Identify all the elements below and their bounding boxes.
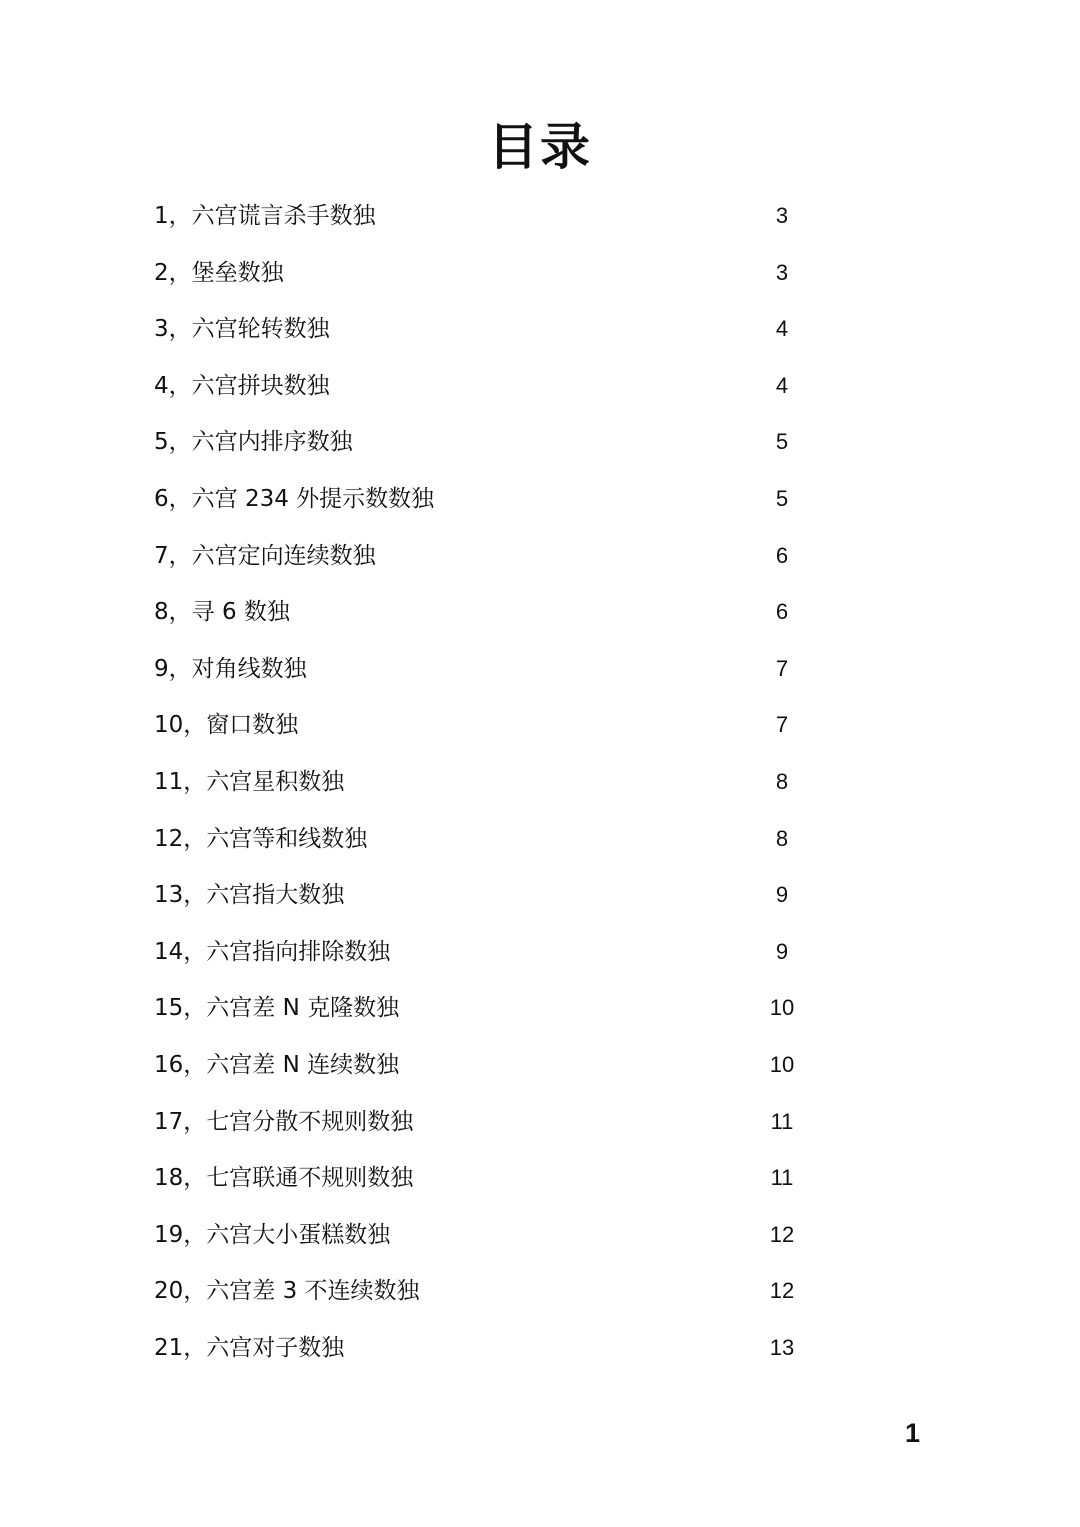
toc-entry-label: 5，六宫内排序数独 — [154, 429, 353, 456]
toc-entry-page: 9 — [775, 938, 789, 964]
toc-entry-label: 4，六宫拼块数独 — [154, 372, 330, 399]
toc-row[interactable] — [154, 303, 814, 360]
toc-row[interactable] — [154, 530, 814, 587]
toc-row[interactable] — [154, 1096, 814, 1153]
toc-entry-page: 13 — [769, 1334, 795, 1360]
toc-entry-label: 12，六宫等和线数独 — [154, 825, 368, 852]
toc-entry-page: 12 — [769, 1221, 795, 1247]
toc-entry-page: 4 — [775, 372, 789, 398]
toc-entry-label: 20，六宫差 3 不连续数独 — [154, 1278, 420, 1305]
toc-entry-page: 8 — [775, 825, 789, 851]
page-title: 目录 — [488, 118, 592, 176]
toc-entry-page: 4 — [775, 316, 789, 342]
toc-entry-page: 6 — [775, 542, 789, 568]
toc-entry-page: 7 — [775, 712, 789, 738]
toc-entry-label: 6，六宫 234 外提示数数独 — [154, 485, 435, 512]
toc-entry-label: 16，六宫差 N 连续数独 — [154, 1051, 400, 1078]
toc-row[interactable] — [154, 926, 814, 983]
toc-entry-page: 11 — [770, 1108, 794, 1134]
toc-entry-label: 18，七宫联通不规则数独 — [154, 1165, 414, 1192]
toc-entry-page: 7 — [775, 655, 789, 681]
toc-row[interactable] — [154, 982, 814, 1039]
toc-entry-page: 9 — [775, 882, 789, 908]
toc-row[interactable] — [154, 1209, 814, 1266]
toc-row[interactable] — [154, 1039, 814, 1096]
page-number: 1 — [905, 1418, 921, 1448]
toc-entry-label: 14，六宫指向排除数独 — [154, 938, 391, 965]
toc-entry-page: 5 — [775, 485, 789, 511]
toc-row[interactable] — [154, 1265, 814, 1322]
toc-entry-label: 1，六宫谎言杀手数独 — [154, 203, 376, 229]
toc-entry-page: 12 — [769, 1278, 795, 1304]
toc-row[interactable] — [154, 643, 814, 700]
toc-entry-label: 3，六宫轮转数独 — [154, 316, 330, 343]
toc-entry-page: 3 — [775, 259, 789, 285]
toc-entry-label: 21，六宫对子数独 — [154, 1334, 345, 1361]
toc-entry-page: 8 — [775, 768, 789, 794]
toc-entry-label: 15，六宫差 N 克隆数独 — [154, 995, 400, 1022]
toc-entry-label: 8，寻 6 数独 — [154, 599, 290, 626]
toc-entry-label: 19，六宫大小蛋糕数独 — [154, 1221, 391, 1248]
toc-entry-label: 2，堡垒数独 — [154, 259, 284, 286]
toc-row[interactable] — [154, 247, 814, 304]
toc-row[interactable] — [154, 699, 814, 756]
toc-entry-page: 3 — [775, 203, 789, 228]
toc-row[interactable] — [154, 756, 814, 813]
toc-row[interactable] — [154, 586, 814, 643]
toc-row[interactable] — [154, 1322, 814, 1379]
toc-entry-label: 7，六宫定向连续数独 — [154, 542, 376, 569]
toc-entry-label: 10，窗口数独 — [154, 712, 299, 739]
toc-row[interactable] — [154, 416, 814, 473]
toc-row[interactable] — [154, 473, 814, 530]
toc-row[interactable] — [154, 190, 814, 247]
toc-entry-page: 5 — [775, 429, 789, 455]
toc-row[interactable] — [154, 813, 814, 870]
toc-row[interactable] — [154, 869, 814, 926]
toc-row[interactable] — [154, 360, 814, 417]
toc-entry-page: 10 — [769, 995, 795, 1021]
toc-entry-page: 6 — [775, 599, 789, 625]
toc-list — [154, 190, 814, 1378]
toc-entry-label: 11，六宫星积数独 — [154, 768, 345, 795]
toc-entry-page: 10 — [769, 1051, 795, 1077]
toc-entry-label: 17，七宫分散不规则数独 — [154, 1108, 414, 1135]
toc-entry-page: 11 — [770, 1165, 794, 1191]
toc-entry-label: 9，对角线数独 — [154, 655, 307, 682]
toc-entry-label: 13，六宫指大数独 — [154, 882, 345, 909]
toc-row[interactable] — [154, 1152, 814, 1209]
